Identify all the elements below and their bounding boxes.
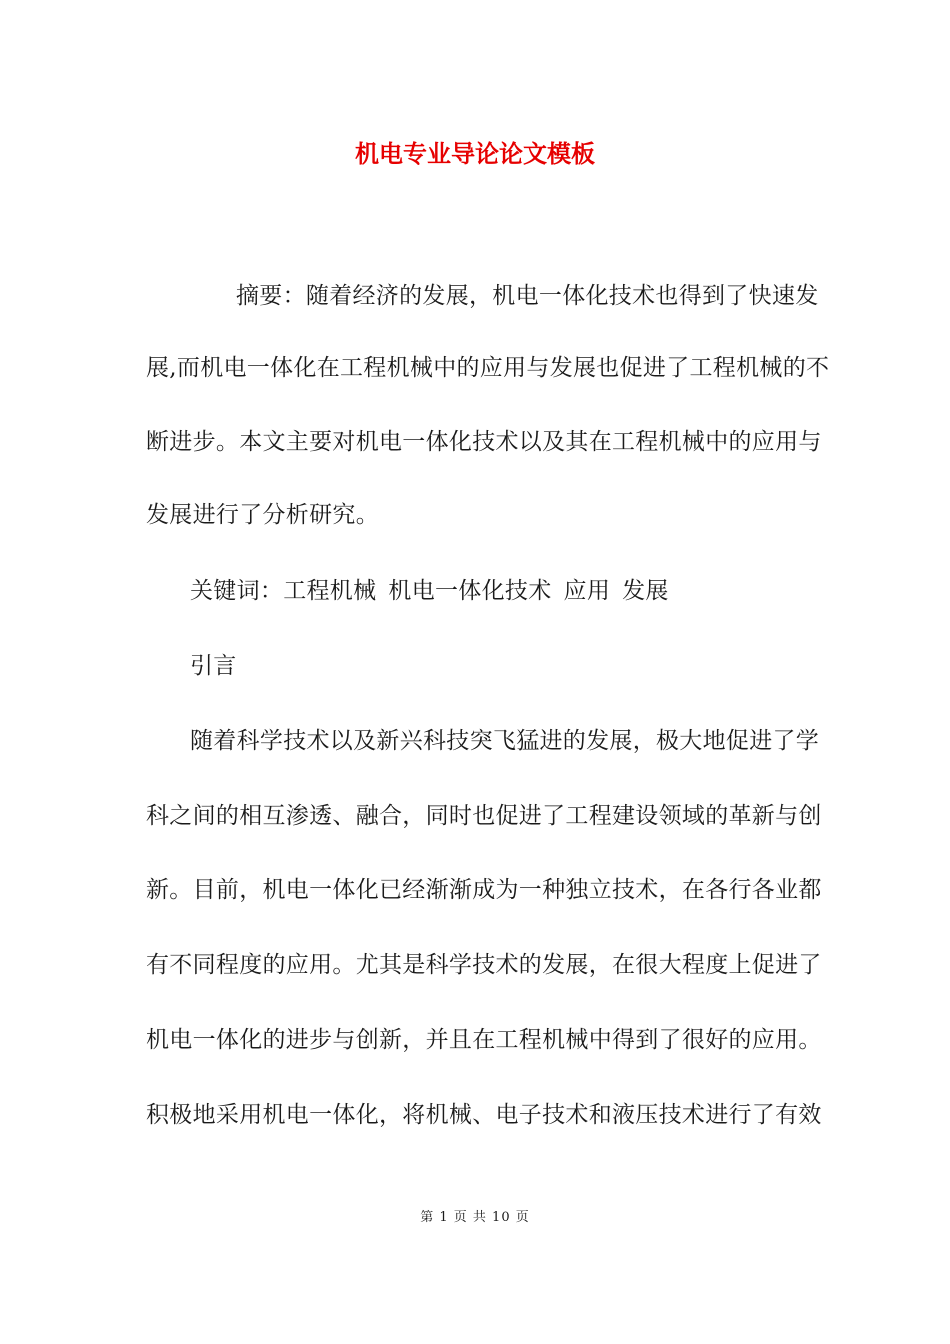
section-heading: 引言 (190, 653, 237, 679)
abstract-line: 发展进行了分析研究。 (146, 502, 379, 528)
keyword: 应用 (563, 578, 611, 604)
intro-line: 随着科学技术以及新兴科技突飞猛进的发展，极大地促进了学 (190, 728, 820, 754)
intro-line: 有不同程度的应用。尤其是科学技术的发展，在很大程度上促进了 (146, 952, 822, 978)
keyword: 机电一体化技术 (388, 578, 552, 604)
keywords-label: 关键词： (190, 578, 284, 604)
intro-line: 科之间的相互渗透、融合，同时也促进了工程建设领域的革新与创 (146, 803, 822, 829)
keywords-line (190, 573, 860, 609)
page-title: 机电专业导论论文模板 (355, 139, 595, 168)
abstract-line: 摘要：随着经济的发展，机电一体化技术也得到了快速发 (236, 283, 819, 309)
keyword: 工程机械 (283, 578, 377, 604)
keyword: 发展 (622, 578, 669, 604)
abstract-line: 断进步。本文主要对机电一体化技术以及其在工程机械中的应用与 (146, 429, 822, 455)
abstract-line: 展,而机电一体化在工程机械中的应用与发展也促进了工程机械的不 (146, 355, 830, 381)
intro-line: 积极地采用机电一体化，将机械、电子技术和液压技术进行了有效 (146, 1102, 822, 1128)
intro-line: 机电一体化的进步与创新，并且在工程机械中得到了很好的应用。 (146, 1027, 822, 1053)
page-footer: 第 1 页 共 10 页 (420, 1210, 530, 1225)
intro-line: 新。目前，机电一体化已经渐渐成为一种独立技术，在各行各业都 (146, 877, 822, 903)
